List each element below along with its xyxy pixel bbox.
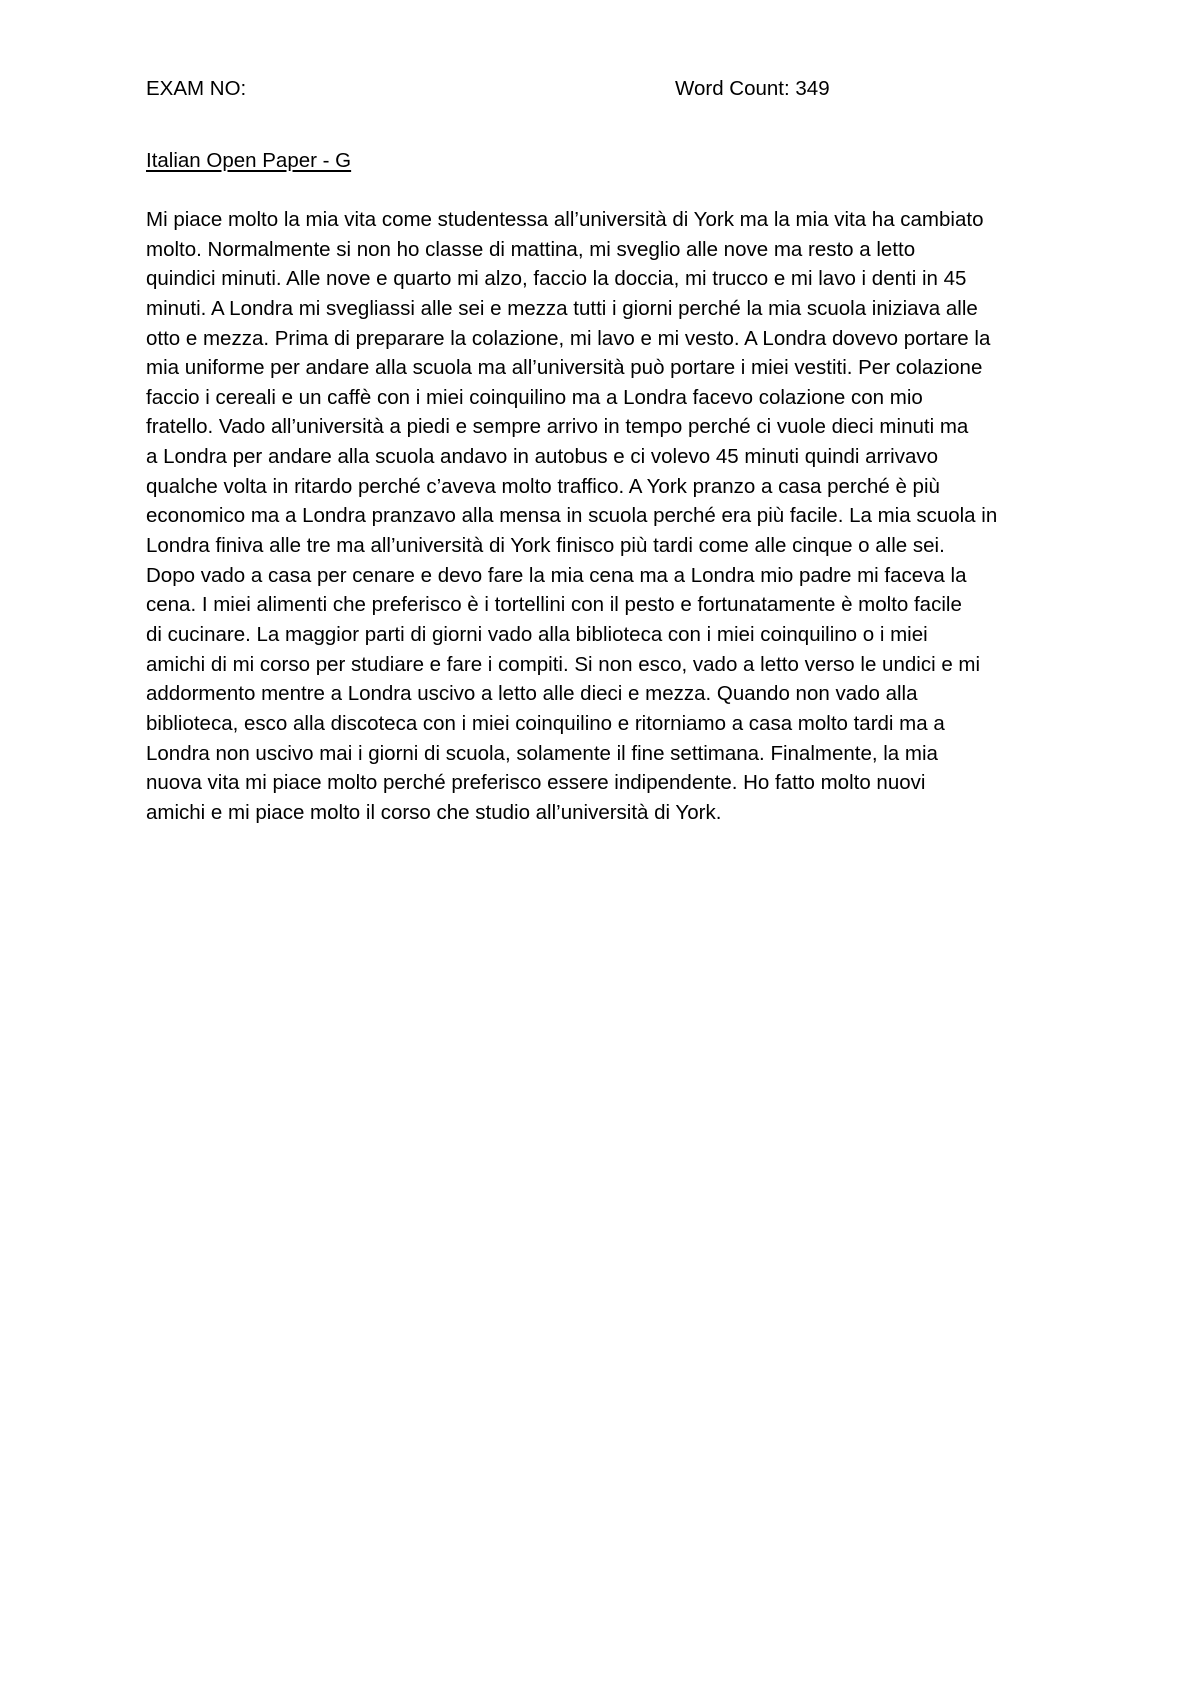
document-title: Italian Open Paper - G xyxy=(146,149,352,172)
exam-number-label: EXAM NO: xyxy=(146,77,247,100)
document-page: EXAM NO: Word Count: 349 Italian Open Paper - G Mi piace molto la mia vita come studentessa all’università di York ma la mia vita ha cambiato molto. Normalmente si non ho classe di mattina, mi sveglio alle nove ma resto a letto quindici minuti. Alle nove e quarto mi alzo, faccio la doccia, mi trucco e mi lavo i denti in 45 minuti. A Londra mi svegliassi alle sei e mezza tutti i giorni perché la mia scuola iniziava alle otto e mezza. Prima di preparare la colazione, mi lavo e mi vesto. A Londra dovevo portare la mia uniforme per andare alla scuola ma all’università può portare i miei vestiti. Per colazione faccio i cereali e un caffè con i miei coinquilino ma a Londra facevo colazione con mio fratello. Vado all’università a piedi e sempre arrivo in tempo perché ci vuole dieci minuti ma a Londra per andare alla scuola andavo in autobus e ci volevo 45 minuti quindi arrivavo qualche volta in ritardo perché c’aveva molto traffico. A York pranzo a casa perché è più economico ma a Londra pranzavo alla mensa in scuola perché era più facile. La mia scuola in Londra finiva alle tre ma all’università di York finisco più tardi come alle cinque o alle sei. Dopo vado a casa per cenare e devo fare la mia cena ma a Londra mio padre mi faceva la cena. I miei alimenti che preferisco è i tortellini con il pesto e fortunatamente è molto facile di cucinare. La maggior parti di giorni vado alla biblioteca con i miei coinquilino o i miei amichi di mi corso per studiare e fare i compiti. Si non esco, vado a letto verso le undici e mi addormento mentre a Londra uscivo a letto alle dieci e mezza. Quando non vado alla biblioteca, esco alla discoteca con i miei coinquilino e ritorniamo a casa molto tardi ma a Londra non uscivo mai i giorni di scuola, solamente il fine settimana. Finalmente, la mia nuova vita mi piace molto perché preferisco essere indipendente. Ho fatto molto nuovi amichi e mi piace molto il corso che studio all’università di York. xyxy=(0,0,1200,1698)
word-count-label: Word Count: 349 xyxy=(675,77,830,100)
document-header xyxy=(146,74,1066,104)
